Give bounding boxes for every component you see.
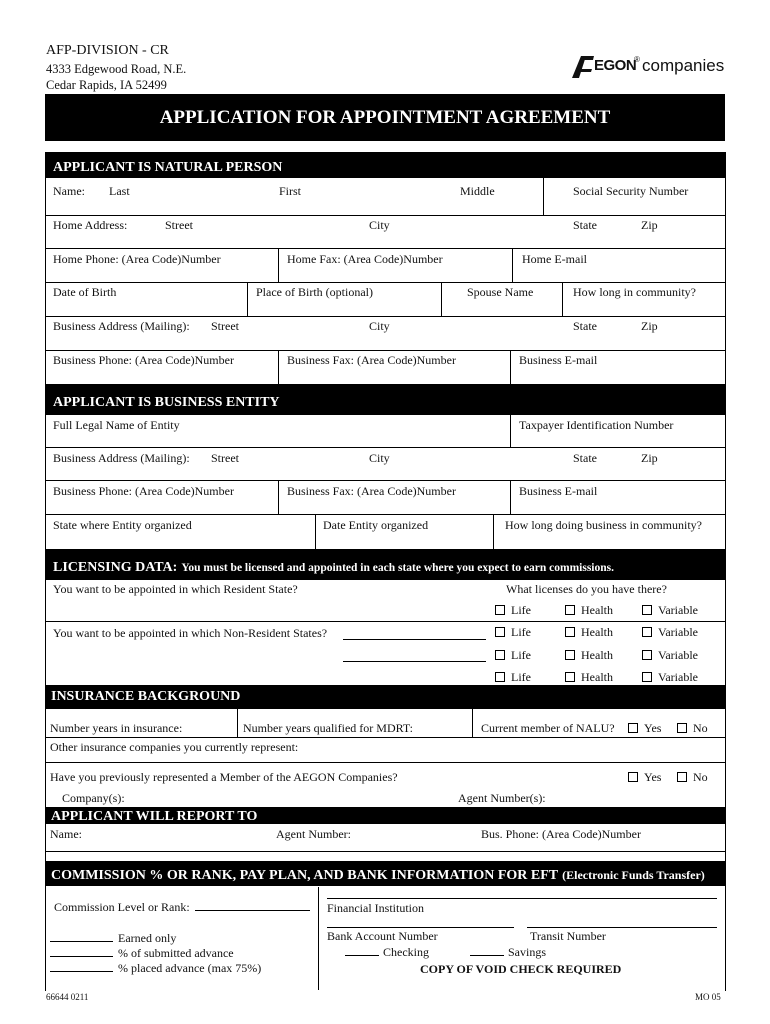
aegon-logo — [572, 54, 732, 80]
bank-account-label: Bank Account Number — [327, 929, 438, 943]
entity-business-address-label: Business Address (Mailing): — [53, 451, 190, 465]
agent-numbers-label: Agent Number(s): — [458, 791, 546, 805]
nonres1-health-checkbox[interactable]: Health — [565, 625, 613, 639]
report-agent-number-label: Agent Number: — [276, 827, 351, 841]
home-street-label: Street — [165, 218, 193, 232]
nonres2-health-checkbox[interactable]: Health — [565, 648, 613, 662]
natural-business-email-label: Business E-mail — [519, 353, 598, 367]
home-address-label: Home Address: — [53, 218, 128, 232]
home-city-label: City — [369, 218, 390, 232]
logo-text: EGON — [594, 57, 637, 74]
non-resident-state-line-1[interactable] — [343, 639, 486, 640]
middle-name-label: Middle — [460, 184, 495, 198]
nonres1-life-checkbox[interactable]: Life — [495, 625, 531, 639]
natural-business-zip-label: Zip — [641, 319, 658, 333]
nalu-question: Current member of NALU? — [481, 721, 615, 735]
form-code: MO 05 — [695, 992, 721, 1002]
nonres1-variable-checkbox[interactable]: Variable — [642, 625, 698, 639]
name-field[interactable] — [45, 178, 543, 215]
form-number: 66644 0211 — [46, 992, 89, 1002]
entity-business-phone-label: Business Phone: (Area Code)Number — [53, 484, 234, 498]
entity-street-label: Street — [211, 451, 239, 465]
home-state-label: State — [573, 218, 597, 232]
void-check-notice: COPY OF VOID CHECK REQUIRED — [420, 962, 622, 976]
non-resident-states-label: You want to be appointed in which Non-Resident States? — [53, 626, 328, 640]
companies-label: Company(s): — [62, 791, 125, 805]
last-name-label: Last — [109, 184, 130, 198]
nalu-yes-checkbox[interactable]: Yes — [628, 721, 661, 735]
checking-field[interactable] — [345, 955, 379, 956]
commission-heading-small: (Electronic Funds Transfer) — [562, 868, 705, 882]
licensing-heading: LICENSING DATA: — [53, 560, 178, 575]
years-insurance-label: Number years in insurance: — [50, 721, 183, 735]
resident-state-label: You want to be appointed in which Resident State? — [53, 582, 298, 596]
resident-life-checkbox[interactable]: Life — [495, 603, 531, 617]
pct-submitted-field[interactable] — [50, 956, 113, 957]
home-fax-label: Home Fax: (Area Code)Number — [287, 252, 443, 266]
entity-zip-label: Zip — [641, 451, 658, 465]
entity-community-years-label: How long doing business in community? — [505, 518, 702, 532]
first-name-label: First — [279, 184, 302, 198]
report-name-label: Name: — [50, 827, 82, 841]
checking-label: Checking — [383, 945, 429, 959]
nonres2-life-checkbox[interactable]: Life — [495, 648, 531, 662]
address-line-2: Cedar Rapids, IA 52499 — [46, 78, 167, 92]
logo-companies: companies — [642, 56, 725, 75]
resident-health-checkbox[interactable]: Health — [565, 603, 613, 617]
name-label: Name: — [53, 184, 85, 198]
section-natural-person: APPLICANT IS NATURAL PERSON — [45, 153, 725, 178]
savings-field[interactable] — [470, 955, 504, 956]
entity-legal-name-label: Full Legal Name of Entity — [53, 418, 180, 432]
pct-placed-field[interactable] — [50, 971, 113, 972]
commission-level-label: Commission Level or Rank: — [54, 900, 190, 914]
licensing-subheading: You must be licensed and appointed in each state where you expect to earn commissions. — [181, 562, 614, 574]
section-report-to: APPLICANT WILL REPORT TO — [45, 807, 725, 824]
previous-aegon-no-checkbox[interactable]: No — [677, 770, 708, 784]
community-years-label: How long in community? — [573, 285, 696, 299]
nalu-no-checkbox[interactable]: No — [677, 721, 708, 735]
section-licensing — [45, 549, 725, 580]
nonres2-variable-checkbox[interactable]: Variable — [642, 648, 698, 662]
section-business-entity: APPLICANT IS BUSINESS ENTITY — [45, 384, 725, 415]
other-companies-label: Other insurance companies you currently represent: — [50, 740, 299, 754]
natural-business-fax-label: Business Fax: (Area Code)Number — [287, 353, 456, 367]
commission-level-field[interactable] — [195, 910, 310, 911]
natural-business-state-label: State — [573, 319, 597, 333]
division-name: AFP-DIVISION - CR — [46, 43, 169, 58]
entity-city-label: City — [369, 451, 390, 465]
resident-variable-checkbox[interactable]: Variable — [642, 603, 698, 617]
natural-business-address-label: Business Address (Mailing): — [53, 319, 190, 333]
ssn-field[interactable] — [544, 178, 724, 215]
savings-label: Savings — [508, 945, 547, 959]
years-mdrt-label: Number years qualified for MDRT: — [243, 721, 413, 735]
pct-submitted-label: % of submitted advance — [118, 946, 234, 960]
previous-aegon-question: Have you previously represented a Member of the AEGON Companies? — [50, 770, 398, 784]
nonres3-health-checkbox[interactable]: Health — [565, 670, 613, 684]
entity-business-fax-label: Business Fax: (Area Code)Number — [287, 484, 456, 498]
home-zip-label: Zip — [641, 218, 658, 232]
entity-state-label: State — [573, 451, 597, 465]
pct-placed-label: % placed advance (max 75%) — [118, 961, 262, 975]
home-email-label: Home E-mail — [522, 252, 587, 266]
earned-only-label: Earned only — [118, 931, 177, 945]
nonres3-variable-checkbox[interactable]: Variable — [642, 670, 698, 684]
transit-number-field[interactable] — [527, 927, 717, 928]
natural-business-street-label: Street — [211, 319, 239, 333]
transit-number-label: Transit Number — [530, 929, 606, 943]
spouse-label: Spouse Name — [467, 285, 534, 299]
section-insurance-background: INSURANCE BACKGROUND — [45, 685, 725, 709]
tin-label: Taxpayer Identification Number — [519, 418, 674, 432]
date-organized-label: Date Entity organized — [323, 518, 429, 532]
licenses-question: What licenses do you have there? — [506, 582, 667, 596]
home-phone-label: Home Phone: (Area Code)Number — [53, 252, 221, 266]
page-title: APPLICATION FOR APPOINTMENT AGREEMENT — [45, 94, 725, 141]
logo-registered: ® — [634, 55, 640, 64]
non-resident-state-line-2[interactable] — [343, 661, 486, 662]
aegon-a-icon — [572, 56, 594, 78]
dob-label: Date of Birth — [53, 285, 117, 299]
nonres3-life-checkbox[interactable]: Life — [495, 670, 531, 684]
entity-business-email-label: Business E-mail — [519, 484, 598, 498]
pob-label: Place of Birth (optional) — [256, 285, 373, 299]
section-commission — [45, 861, 725, 886]
state-organized-label: State where Entity organized — [53, 518, 192, 532]
natural-business-phone-label: Business Phone: (Area Code)Number — [53, 353, 234, 367]
report-bus-phone-label: Bus. Phone: (Area Code)Number — [481, 827, 641, 841]
ssn-label: Social Security Number — [573, 184, 689, 198]
previous-aegon-yes-checkbox[interactable]: Yes — [628, 770, 661, 784]
address-line-1: 4333 Edgewood Road, N.E. — [46, 62, 187, 76]
financial-institution-field[interactable] — [327, 886, 717, 898]
commission-heading: COMMISSION % OR RANK, PAY PLAN, AND BANK INFORMATION FOR EFT — [51, 868, 559, 883]
financial-institution-label: Financial Institution — [327, 901, 424, 915]
natural-business-city-label: City — [369, 319, 390, 333]
bank-account-field[interactable] — [327, 927, 514, 928]
earned-only-field[interactable] — [50, 941, 113, 942]
